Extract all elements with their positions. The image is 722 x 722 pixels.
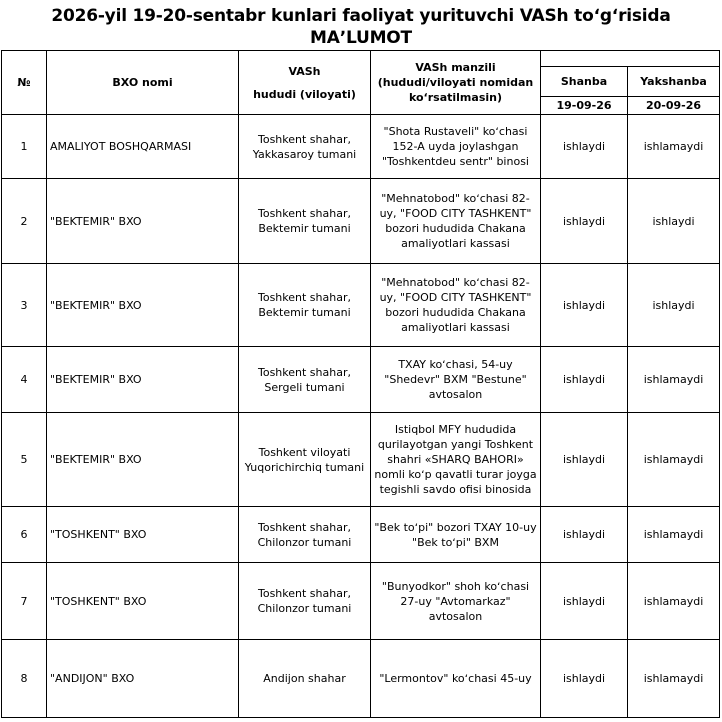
row-bxo-name: "ANDIJON" BXO [47, 640, 239, 718]
row-bxo-name: "TOSHKENT" BXO [47, 507, 239, 563]
header-days-blank [541, 51, 720, 67]
table-row [2, 563, 720, 640]
header-row [2, 51, 720, 67]
table-row [2, 264, 720, 347]
row-saturday-status: ishlaydi [541, 115, 628, 179]
row-sunday-status: ishlamaydi [628, 347, 720, 413]
table-row [2, 179, 720, 264]
document-title [0, 0, 722, 48]
row-area: Toshkent shahar, Chilonzor tumani [239, 507, 371, 563]
row-saturday-status: ishlaydi [541, 563, 628, 640]
header-vash-area-line2: hududi (viloyati) [253, 87, 356, 101]
title-line-2: MAʼLUMOT [310, 28, 412, 48]
header-saturday-date: 19-09-26 [541, 97, 628, 115]
header-vash-area-line1: VASh [288, 64, 321, 78]
row-address: "Lermontov" koʻchasi 45-uy [371, 640, 541, 718]
row-num: 5 [2, 413, 47, 507]
row-num: 3 [2, 264, 47, 347]
row-area: Toshkent shahar, Chilonzor tumani [239, 563, 371, 640]
header-vash-address [371, 51, 541, 115]
table-row [2, 507, 720, 563]
header-vash-address-line1: VASh manzili [415, 61, 496, 74]
header-saturday: Shanba [541, 67, 628, 97]
row-num: 8 [2, 640, 47, 718]
header-vash-area [239, 51, 371, 115]
row-saturday-status: ishlaydi [541, 640, 628, 718]
header-bxo-name: BXO nomi [47, 51, 239, 115]
row-saturday-status: ishlaydi [541, 264, 628, 347]
title-line-1: 2026-yil 19-20-sentabr kunlari faoliyat yurituvchi VASh toʻgʻrisida [51, 6, 671, 26]
row-sunday-status: ishlamaydi [628, 640, 720, 718]
row-bxo-name: "BEKTEMIR" BXO [47, 179, 239, 264]
row-address: Istiqbol MFY hududida qurilayotgan yangi Toshkent shahri «SHARQ BAHORI» nomli koʻp qavatli turar joyga tegishli savdo ofisi binosida [371, 413, 541, 507]
row-num: 4 [2, 347, 47, 413]
row-address: "Mehnatobod" koʻchasi 82-uy, "FOOD CITY TASHKENT" bozori hududida Chakana amaliyotlari kassasi [371, 179, 541, 264]
row-bxo-name: "BEKTEMIR" BXO [47, 413, 239, 507]
row-num: 1 [2, 115, 47, 179]
row-address: "Bek toʻpi" bozori TXAY 10-uy "Bek toʻpi" BXM [371, 507, 541, 563]
row-sunday-status: ishlamaydi [628, 507, 720, 563]
table-row [2, 347, 720, 413]
header-vash-address-line2: (hududi/viloyati nomidan koʻrsatilmasin) [377, 76, 534, 104]
row-bxo-name: "BEKTEMIR" BXO [47, 264, 239, 347]
row-address: TXAY koʻchasi, 54-uy "Shedevr" BXM "Bestune" avtosalon [371, 347, 541, 413]
row-saturday-status: ishlaydi [541, 179, 628, 264]
table-row [2, 640, 720, 718]
table-row [2, 115, 720, 179]
row-num: 2 [2, 179, 47, 264]
row-area: Toshkent shahar, Bektemir tumani [239, 264, 371, 347]
header-sunday-date: 20-09-26 [628, 97, 720, 115]
row-num: 6 [2, 507, 47, 563]
row-address: "Shota Rustaveli" koʻchasi 152-A uyda joylashgan "Toshkentdeu sentr" binosi [371, 115, 541, 179]
table-row [2, 413, 720, 507]
row-saturday-status: ishlaydi [541, 413, 628, 507]
row-area: Andijon shahar [239, 640, 371, 718]
row-num: 7 [2, 563, 47, 640]
schedule-table [1, 50, 720, 718]
row-address: "Bunyodkor" shoh koʻchasi 27-uy "Avtomarkaz" avtosalon [371, 563, 541, 640]
row-bxo-name: "TOSHKENT" BXO [47, 563, 239, 640]
row-area: Toshkent viloyati Yuqorichirchiq tumani [239, 413, 371, 507]
row-sunday-status: ishlamaydi [628, 563, 720, 640]
row-bxo-name: AMALIYOT BOSHQARMASI [47, 115, 239, 179]
header-num: № [2, 51, 47, 115]
row-area: Toshkent shahar, Sergeli tumani [239, 347, 371, 413]
row-bxo-name: "BEKTEMIR" BXO [47, 347, 239, 413]
row-sunday-status: ishlaydi [628, 179, 720, 264]
row-sunday-status: ishlamaydi [628, 413, 720, 507]
row-sunday-status: ishlaydi [628, 264, 720, 347]
header-sunday: Yakshanba [628, 67, 720, 97]
row-saturday-status: ishlaydi [541, 347, 628, 413]
row-sunday-status: ishlamaydi [628, 115, 720, 179]
row-area: Toshkent shahar, Yakkasaroy tumani [239, 115, 371, 179]
row-address: "Mehnatobod" koʻchasi 82-uy, "FOOD CITY TASHKENT" bozori hududida Chakana amaliyotlari kassasi [371, 264, 541, 347]
row-area: Toshkent shahar, Bektemir tumani [239, 179, 371, 264]
row-saturday-status: ishlaydi [541, 507, 628, 563]
